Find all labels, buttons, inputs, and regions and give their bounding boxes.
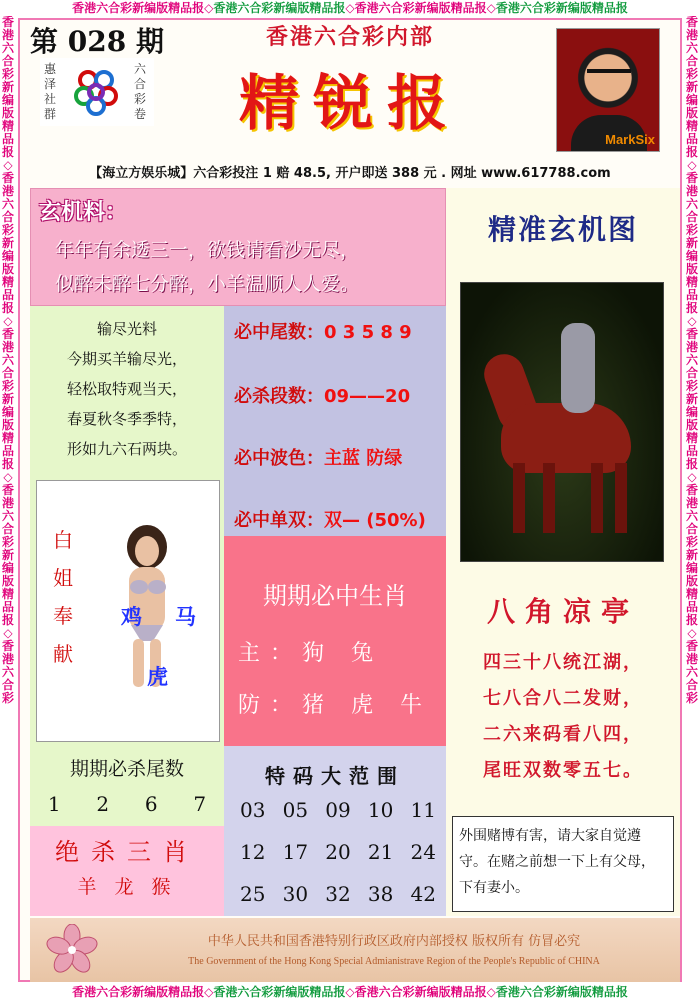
range-number: 17: [282, 840, 309, 864]
guard-zodiacs: 猪 虎 牛: [302, 693, 433, 718]
logo-right-text: 六合彩卷: [133, 62, 146, 121]
pick-value: 主蓝 防绿: [324, 448, 403, 469]
pick-tail-number: [234, 318, 412, 344]
horse-leg-shape: [543, 463, 555, 533]
vertical-char: 白: [53, 528, 73, 552]
lose-all-line: 今期买羊输尽光，: [66, 350, 187, 368]
lose-all-panel: [30, 306, 224, 476]
bottom-border-band: 香港六合彩新编版精品报◇香港六合彩新编版精品报◇香港六合彩新编版精品报◇香港六合彩新编版精品报: [72, 985, 628, 999]
marksix-logo: MarkSix: [605, 132, 655, 147]
must-zodiac-panel: [224, 536, 446, 746]
top-border-band: 香港六合彩新编版精品报◇香港六合彩新编版精品报◇香港六合彩新编版精品报◇香港六合彩新编版精品报: [72, 1, 628, 15]
vertical-char: 姐: [53, 566, 73, 590]
kill-tail-number: 1: [47, 792, 61, 816]
pick-kill-segment: [234, 382, 410, 408]
pick-value: 0 3 5 8 9: [324, 322, 412, 343]
gambling-warning: 外围赌博有害，请大家自觉遵守。在赌之前想一下上有父母，下有妻小。: [452, 816, 674, 912]
pick-key: 必中单双：: [234, 510, 324, 531]
newspaper-title: 精锐报: [239, 69, 461, 139]
pick-key: 必中波色：: [234, 448, 324, 469]
range-number: 05: [282, 798, 309, 822]
picks-panel: [224, 306, 446, 536]
must-zodiac-title: 期期必中生肖: [263, 582, 407, 610]
must-zodiac-main: [238, 636, 383, 667]
issue-number: 第 028 期: [30, 25, 164, 58]
kill-three-items: 羊 龙 猴: [77, 876, 177, 898]
presenter-portrait: [556, 28, 660, 152]
footer-chinese-text: 中华人民共和国香港特别行政区政府内部授权 版权所有 仿冒必究: [207, 934, 581, 949]
lose-all-line: 春夏秋冬季季特，: [66, 410, 187, 428]
pick-key: 必中尾数：: [234, 322, 324, 343]
kill-tail-number: 6: [144, 792, 158, 816]
poem-line: 七八合八二发财，: [483, 688, 643, 709]
glasses-shape: [587, 69, 631, 81]
warrior-on-horse-image: [460, 282, 664, 562]
range-row: [240, 882, 436, 906]
poem-line: 四三十八统江湖，: [483, 652, 643, 673]
pick-wave-color: [234, 444, 402, 470]
range-number: 25: [240, 882, 266, 906]
must-zodiac-guard: [238, 688, 432, 719]
kill-three-title: 绝杀三肖: [55, 838, 199, 866]
kill-tail-panel: [30, 746, 224, 826]
mystery-title: 玄机料：: [39, 199, 128, 225]
lose-all-title: 输尽光料: [96, 320, 157, 338]
mystery-line-2: 似醉未醉七分醉，小羊温顺人人爱。: [55, 273, 360, 295]
kill-tail-numbers: [30, 792, 224, 816]
kill-tail-title: 期期必杀尾数: [69, 758, 184, 780]
logo-left-text: 惠泽社群: [43, 62, 56, 121]
pick-key: 必杀段数：: [234, 386, 324, 407]
mystery-panel: [30, 188, 446, 306]
pick-value: 双— (50%): [324, 510, 426, 531]
range-number: 30: [282, 882, 309, 906]
rider-shape: [561, 323, 595, 413]
range-row: [240, 840, 436, 864]
range-number: 12: [240, 840, 266, 864]
footer-banner: [30, 918, 680, 982]
horse-leg-shape: [615, 463, 627, 533]
poem-line: 二六来码看八四，: [483, 724, 643, 745]
left-border-band: 香港六合彩新编版精品报◇香港六合彩新编版精品报◇香港六合彩新编版精品报◇香港六合彩新编版精品报◇香港六合彩: [1, 16, 14, 705]
range-number: 20: [325, 840, 351, 864]
horse-leg-shape: [591, 463, 603, 533]
mystery-line-1: 年年有余透三一，欲钱请看沙无尽，: [55, 239, 360, 261]
girl-card: [36, 480, 220, 742]
girl-card-panel: [30, 476, 224, 746]
zodiac-overlay: 虎: [147, 665, 168, 689]
right-border-band: 香港六合彩新编版精品报◇香港六合彩新编版精品报◇香港六合彩新编版精品报◇香港六合彩新编版精品报◇香港六合彩: [685, 16, 698, 705]
kill-tail-number: 2: [96, 792, 110, 816]
main-zodiacs: 狗 兔: [302, 641, 384, 666]
special-range-title: 特码大范围: [265, 764, 405, 788]
range-number: 42: [410, 882, 436, 906]
lottery-logo: [40, 58, 154, 126]
pick-odd-even: [234, 506, 426, 532]
vertical-char: 献: [53, 642, 73, 666]
special-range-panel: [224, 746, 446, 916]
pick-value: 09——20: [324, 386, 411, 407]
pavilion-title: 八角凉亭: [486, 595, 639, 628]
poem-line: 尾旺双数零五七。: [483, 760, 643, 781]
zodiac-overlay: 鸡: [121, 605, 142, 629]
zodiac-overlay: 马: [175, 605, 196, 629]
range-row: [240, 798, 436, 822]
range-number: 09: [325, 798, 351, 822]
lose-all-line: 形如九六石两块。: [66, 440, 187, 458]
lottery-balls-icon: [72, 68, 120, 116]
advertisement-line: 【海立方娱乐城】六合彩投注 1 赔 48.5, 开户即送 388 元 . 网址 www.617788.com: [89, 166, 611, 181]
main-label: 主：: [238, 641, 303, 666]
mystery-image-title: 精准玄机图: [487, 213, 638, 246]
lose-all-line: 轻松取特观当天，: [66, 380, 187, 398]
range-number: 10: [367, 798, 394, 822]
range-number: 11: [410, 798, 436, 822]
kill-tail-number: 7: [193, 792, 207, 816]
footer-english-text: The Government of the Hong Kong Special Admianistrave Region of the People's Republic of CHINA: [188, 956, 600, 967]
bauhinia-flower-icon: [46, 924, 98, 976]
organization-title: 香港六合彩内部: [265, 24, 434, 50]
vertical-char: 奉: [53, 604, 73, 628]
range-number: 24: [410, 840, 436, 864]
horse-leg-shape: [513, 463, 525, 533]
card-vertical-text: [51, 521, 75, 673]
guard-label: 防：: [238, 693, 303, 718]
kill-three-panel: [30, 826, 224, 916]
range-number: 21: [367, 840, 394, 864]
model-figure-image: [103, 521, 183, 691]
range-number: 32: [325, 882, 351, 906]
range-number: 38: [367, 882, 394, 906]
range-number: 03: [240, 798, 266, 822]
